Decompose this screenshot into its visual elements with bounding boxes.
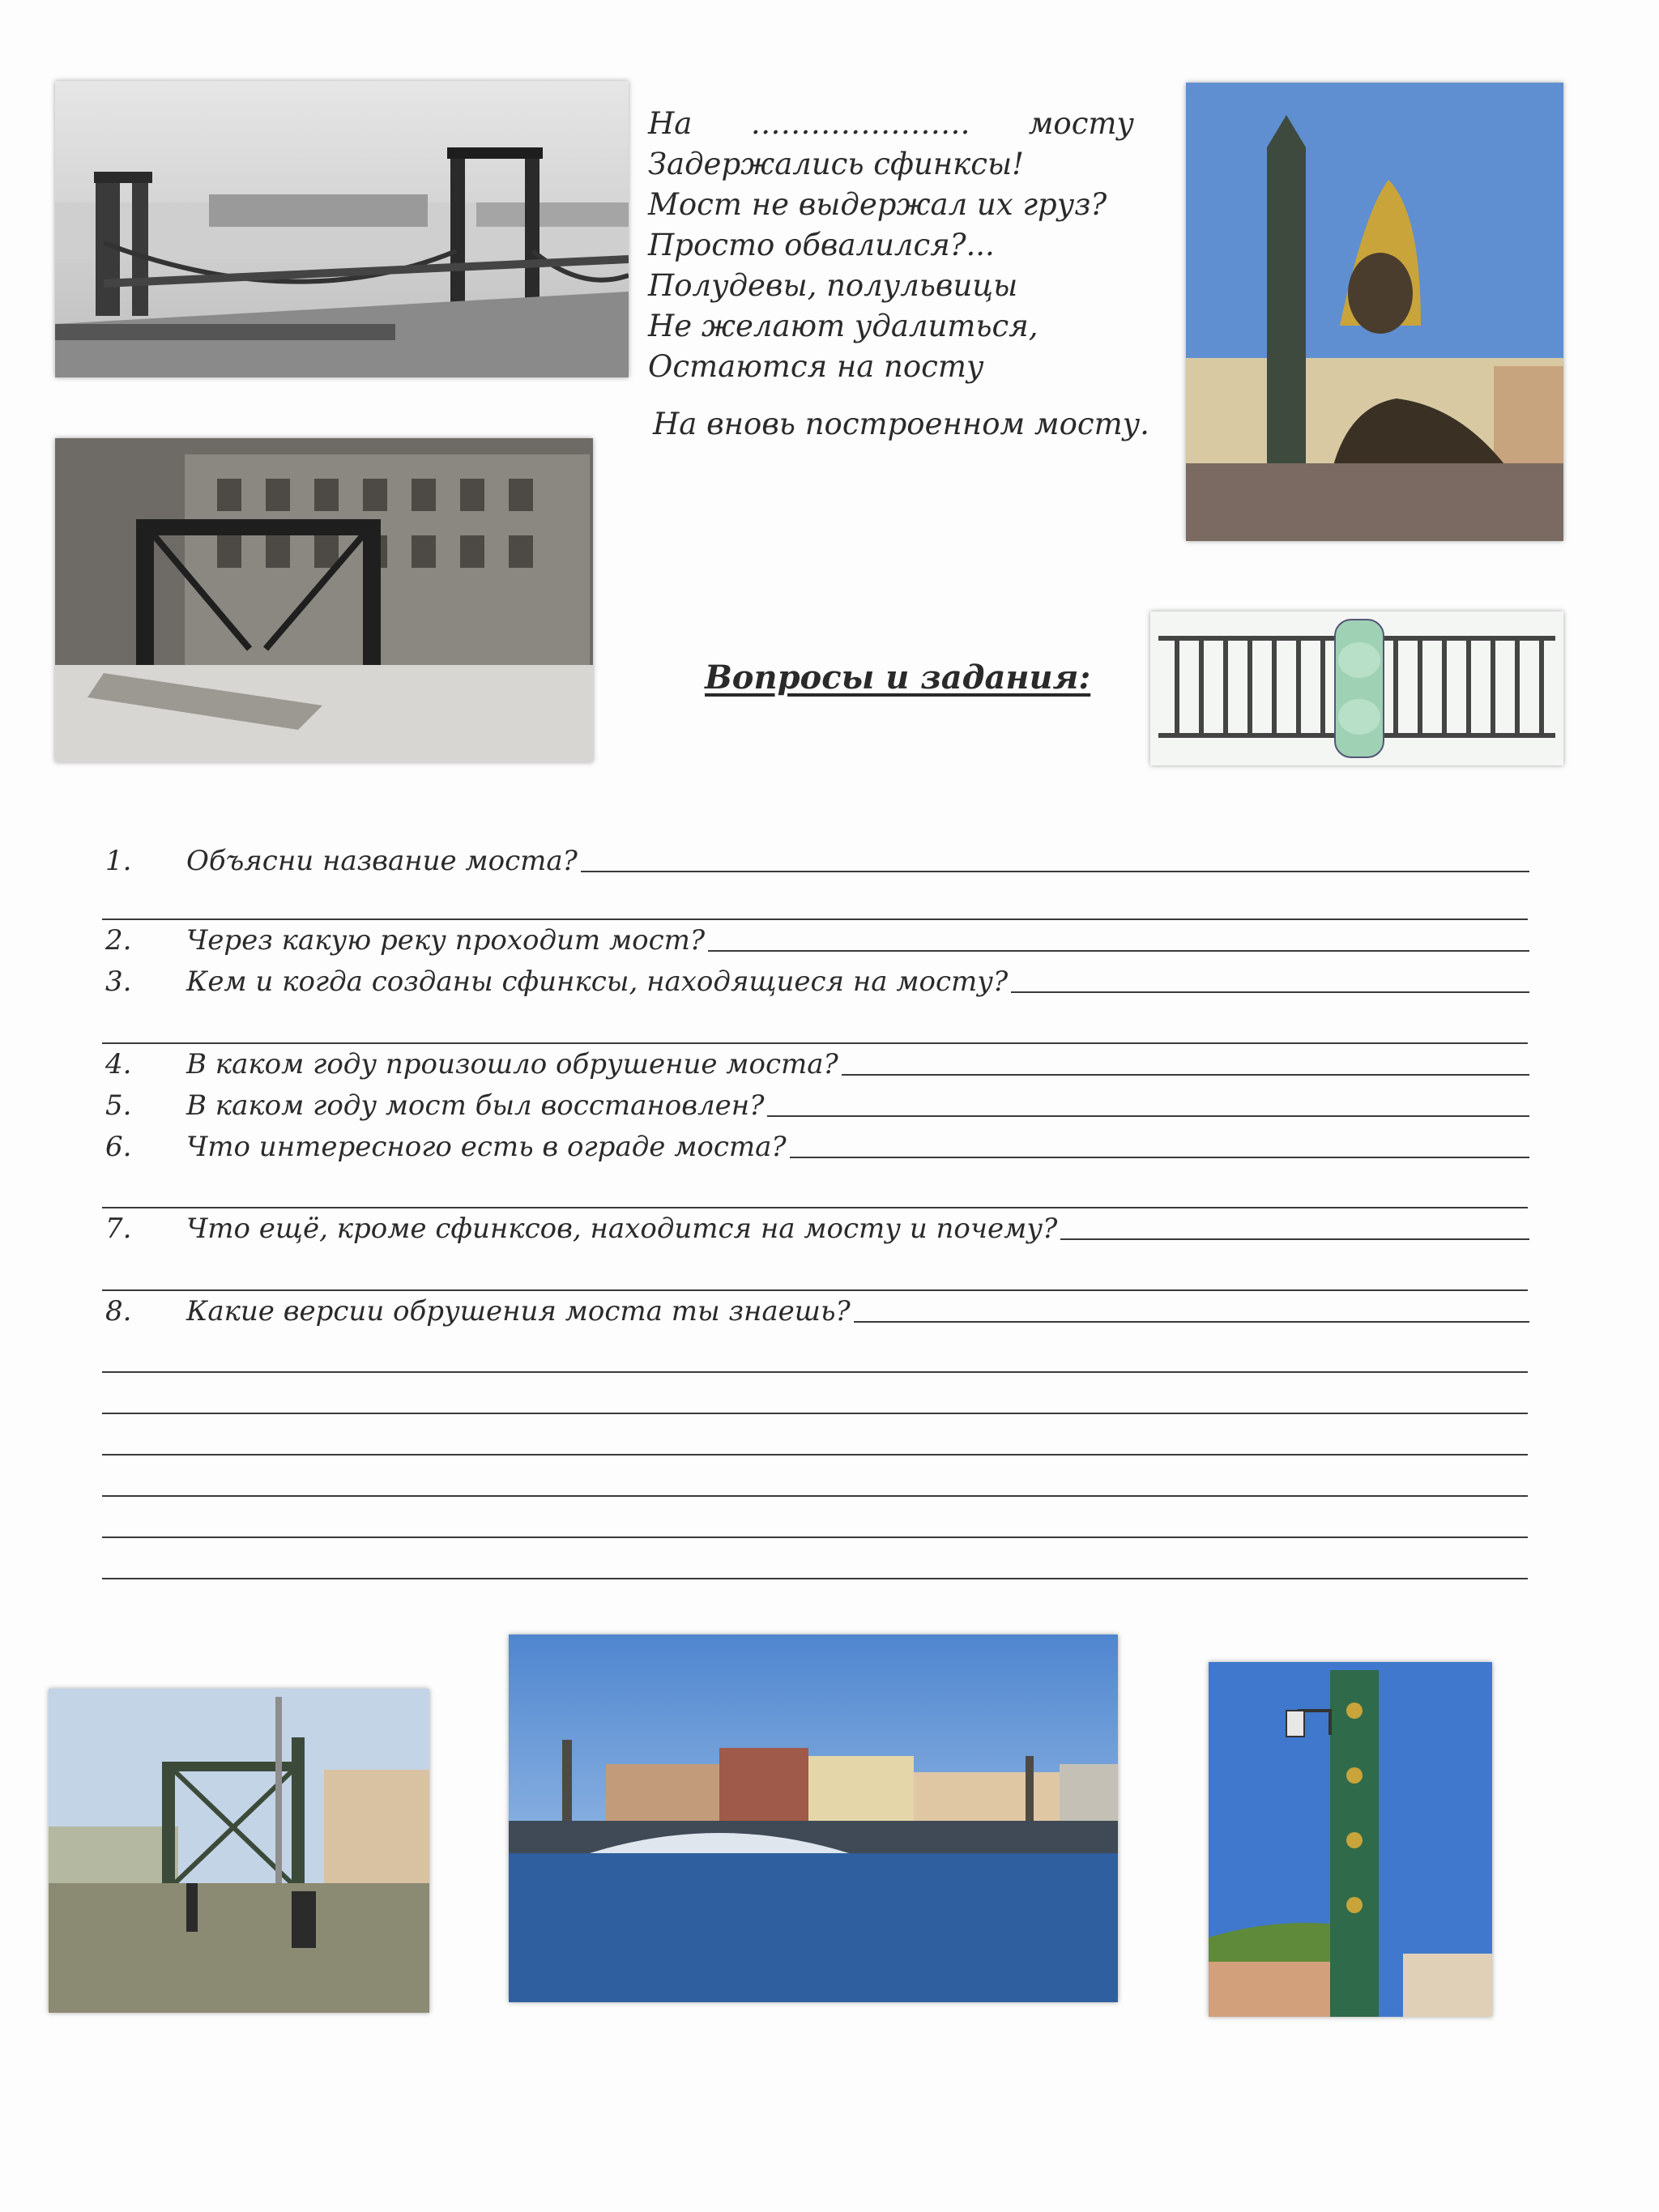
poem-first-line [648, 104, 1134, 144]
poem-line: Мост не выдержал их груз? [648, 187, 1107, 222]
poem-line: Остаются на посту [648, 349, 984, 384]
answer-line[interactable] [102, 1413, 1528, 1414]
question-7 [105, 1213, 1529, 1245]
answer-line[interactable] [708, 950, 1529, 952]
answer-line[interactable] [102, 918, 1528, 920]
answer-line[interactable] [581, 871, 1529, 872]
question-5 [105, 1089, 1529, 1122]
answer-line[interactable] [102, 1495, 1528, 1497]
photo-railing [1150, 612, 1563, 765]
photo-bridge-engraving [55, 81, 629, 377]
question-number: 4. [105, 1048, 132, 1080]
answer-line[interactable] [1011, 991, 1529, 993]
question-text: Что интересного есть в ограде моста? [186, 1131, 787, 1163]
question-2 [105, 924, 1529, 957]
photo-obelisk-lamp [1209, 1662, 1492, 2017]
section-heading: Вопросы и задания: [705, 658, 1091, 697]
question-text: Объясни название моста? [186, 845, 578, 877]
answer-line[interactable] [1060, 1238, 1529, 1240]
answer-line[interactable] [102, 1454, 1528, 1455]
poem [648, 104, 1134, 387]
question-6 [105, 1131, 1529, 1163]
photo-modern-bridge [509, 1634, 1118, 2002]
question-text: Что ещё, кроме сфинксов, находится на мосту и почему? [186, 1213, 1058, 1245]
answer-line[interactable] [790, 1157, 1529, 1158]
answer-line[interactable] [842, 1074, 1529, 1076]
question-text: Какие версии обрушения моста ты знаешь? [186, 1295, 851, 1328]
question-text: Кем и когда созданы сфинксы, находящиеся на мосту? [186, 965, 1009, 998]
answer-line[interactable] [102, 1536, 1528, 1538]
question-number: 2. [105, 924, 132, 957]
photo-collapsed-bridge [55, 438, 593, 762]
poem-first-left: На [648, 106, 693, 141]
poem-line: Не желают удалиться, [648, 309, 1038, 343]
poem-first-dots: …………………. [750, 106, 970, 141]
question-number: 8. [105, 1295, 132, 1328]
poem-line: Просто обвалился?... [648, 228, 995, 262]
answer-line[interactable] [854, 1321, 1529, 1323]
answer-line[interactable] [102, 1289, 1528, 1291]
photo-sphinx [1186, 83, 1563, 541]
question-number: 6. [105, 1131, 132, 1163]
answer-line[interactable] [102, 1578, 1528, 1579]
poem-line: Полудевы, полульвицы [648, 268, 1018, 303]
photo-colorized-bridge [49, 1689, 429, 2013]
question-4 [105, 1048, 1529, 1080]
question-number: 3. [105, 965, 132, 998]
question-number: 1. [105, 845, 132, 877]
question-8 [105, 1295, 1529, 1328]
question-text: В каком году мост был восстановлен? [186, 1089, 765, 1122]
poem-line: Задержались сфинксы! [648, 147, 1024, 181]
answer-line[interactable] [102, 1207, 1528, 1208]
answer-line[interactable] [102, 1371, 1528, 1373]
question-text: В каком году произошло обрушение моста? [186, 1048, 838, 1080]
poem-last-line: На вновь построенном мосту. [653, 407, 1149, 441]
question-text: Через какую реку проходит мост? [186, 924, 706, 957]
question-1 [105, 845, 1529, 877]
poem-first-right: мосту [1028, 106, 1134, 141]
answer-line[interactable] [102, 1042, 1528, 1044]
question-3 [105, 965, 1529, 998]
question-number: 5. [105, 1089, 132, 1122]
question-number: 7. [105, 1213, 132, 1245]
answer-line[interactable] [767, 1115, 1529, 1117]
